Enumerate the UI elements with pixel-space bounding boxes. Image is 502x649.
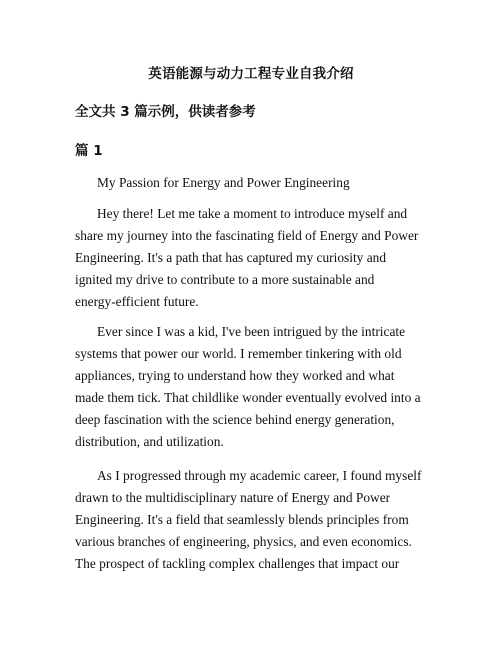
paragraph-2 [75, 321, 435, 453]
document-subtitle: 全文共 3 篇示例，供读者参考 [75, 104, 256, 120]
paragraph-line: The prospect of tackling complex challenges that impact our [75, 556, 400, 571]
paragraph-line: energy-efficient future. [75, 294, 199, 309]
paragraph-line: ignited my drive to contribute to a more sustainable and [75, 272, 375, 287]
paragraph-line: various branches of engineering, physics, and even economics. [75, 534, 412, 549]
paragraph-line: share my journey into the fascinating field of Energy and Power [75, 228, 419, 243]
paragraph-1 [75, 203, 435, 313]
paragraph-line: appliances, trying to understand how they worked and what [75, 368, 395, 383]
paragraph-line: drawn to the multidisciplinary nature of Energy and Power [75, 490, 391, 505]
paragraph-3 [75, 465, 435, 575]
paragraph-line: Ever since I was a kid, I've been intrigued by the intricate [97, 324, 406, 339]
paragraph-line: made them tick. That childlike wonder eventually evolved into a [75, 390, 421, 405]
section-label: 篇 1 [75, 143, 103, 159]
paragraph-line: Engineering. It's a path that has captured my curiosity and [75, 250, 387, 265]
paragraph-line: distribution, and utilization. [75, 434, 224, 449]
document-title: 英语能源与动力工程专业自我介绍 [148, 66, 354, 82]
paragraph-line: Hey there! Let me take a moment to introduce myself and [97, 206, 408, 221]
paragraph-line: deep fascination with the science behind energy generation, [75, 412, 395, 427]
essay-heading [75, 172, 435, 194]
paragraph-line: Engineering. It's a field that seamlessly blends principles from [75, 512, 409, 527]
paragraph-line: As I progressed through my academic career, I found myself [97, 468, 422, 483]
paragraph-line: systems that power our world. I remember tinkering with old [75, 346, 402, 361]
essay-heading-text: My Passion for Energy and Power Engineering [97, 175, 350, 190]
